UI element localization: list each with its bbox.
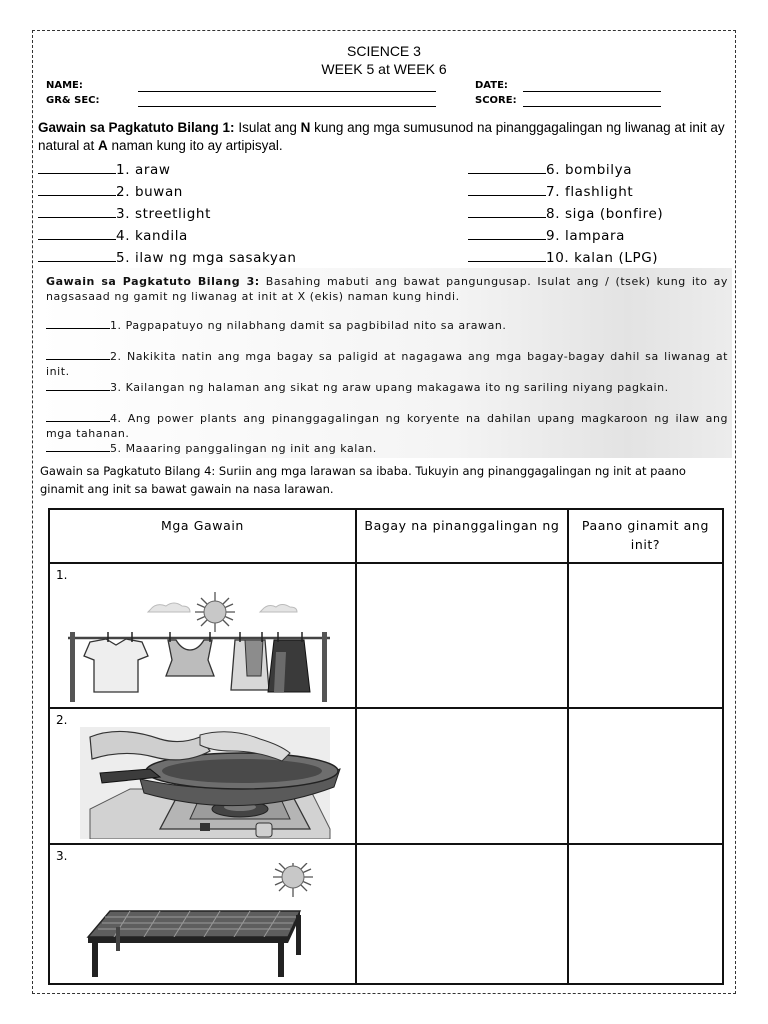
col-header-gawain: Mga Gawain (49, 509, 356, 563)
name-label: NAME: (46, 80, 83, 91)
gawain3-item[interactable]: 1. Pagpapatuyo ng nilabhang damit sa pagbibilad nito sa arawan. (46, 318, 728, 334)
table-header-row (49, 509, 723, 563)
gawain1-heading: Gawain sa Pagkatuto Bilang 1: (38, 120, 235, 135)
gawain1-item[interactable]: 1. araw (38, 161, 171, 178)
date-label: DATE: (475, 80, 508, 91)
gawain1-item[interactable]: 10. kalan (LPG) (468, 249, 658, 266)
col-header-bagay: Bagay na pinanggalingan ng (356, 509, 568, 563)
answer-cell-paano[interactable] (568, 844, 723, 984)
gawain1-instructions: Gawain sa Pagkatuto Bilang 1: Isulat ang N kung ang mga sumusunod na pinanggagalingan ng liwanag at init ay natural at A naman kung ito ay artipisyal. (38, 120, 725, 153)
sun-icon (195, 592, 235, 632)
gawain1-item[interactable]: 7. flashlight (468, 183, 633, 200)
activity-cell (49, 563, 356, 708)
table-row (49, 708, 723, 844)
cooking-stove-picture (50, 727, 350, 839)
score-field[interactable] (523, 106, 661, 107)
gawain3-instructions: Gawain sa Pagkatuto Bilang 3: Basahing mabuti ang bawat pangungusap. Isulat ang / (tsek) kung ito ay nagsasaad ng gamit ng liwanag at init at X (ekis) naman kung hindi. (46, 275, 728, 303)
answer-blank[interactable] (468, 205, 546, 218)
answer-blank[interactable] (46, 318, 110, 329)
gawain1-item[interactable]: 3. streetlight (38, 205, 211, 222)
answer-blank[interactable] (38, 249, 116, 262)
answer-blank[interactable] (468, 227, 546, 240)
answer-cell-paano[interactable] (568, 708, 723, 844)
gawain3-item[interactable]: 5. Maaaring panggalingan ng init ang kalan. (46, 441, 728, 457)
answer-cell-bagay[interactable] (356, 708, 568, 844)
answer-blank[interactable] (468, 161, 546, 174)
answer-blank[interactable] (38, 227, 116, 240)
gawain3-item[interactable]: 4. Ang power plants ang pinanggagalingan ng koryente na dahilan upang magkaroon ng ilaw ang mga tahanan. (46, 412, 728, 440)
answer-blank[interactable] (468, 183, 546, 196)
gawain1-item[interactable]: 6. bombilya (468, 161, 632, 178)
row-number: 1. (56, 568, 68, 582)
row-number: 2. (56, 713, 68, 727)
gawain1-item[interactable]: 5. ilaw ng mga sasakyan (38, 249, 297, 266)
answer-cell-bagay[interactable] (356, 563, 568, 708)
gawain1-item[interactable]: 4. kandila (38, 227, 188, 244)
gawain4-heading: Gawain sa Pagkatuto Bilang 4: (40, 464, 216, 478)
table-row (49, 563, 723, 708)
worksheet-title: SCIENCE 3 (347, 43, 421, 59)
score-label: SCORE: (475, 95, 517, 106)
gawain1-item[interactable]: 9. lampara (468, 227, 625, 244)
answer-blank[interactable] (38, 161, 116, 174)
grsec-field[interactable] (138, 106, 436, 107)
gawain3-heading: Gawain sa Pagkatuto Bilang 3: (46, 275, 260, 288)
sun-icon (273, 863, 313, 897)
gawain4-instructions: Gawain sa Pagkatuto Bilang 4: Suriin ang mga larawan sa ibaba. Tukuyin ang pinanggagalingan ng init at paano ginamit ang init sa bawat gawain na nasa larawan. (40, 464, 686, 496)
activity-cell (49, 708, 356, 844)
answer-blank[interactable] (46, 411, 110, 422)
answer-blank[interactable] (38, 183, 116, 196)
col-header-paano: Paano ginamit ang init? (568, 509, 723, 563)
gawain3-item[interactable]: 3. Kailangan ng halaman ang sikat ng araw upang makagawa ito ng sariling niyang pagkain. (46, 380, 728, 396)
worksheet-subtitle: WEEK 5 at WEEK 6 (321, 61, 447, 77)
answer-blank[interactable] (46, 380, 110, 391)
grsec-label: GR& SEC: (46, 95, 100, 106)
gawain1-item[interactable]: 2. buwan (38, 183, 183, 200)
gawain3-item[interactable]: 2. Nakikita natin ang mga bagay sa paligid at nagagawa ang mga bagay-bagay dahil sa liwanag at init. (46, 350, 728, 378)
date-field[interactable] (523, 91, 661, 92)
laundry-drying-picture (50, 582, 350, 702)
answer-cell-paano[interactable] (568, 563, 723, 708)
answer-cell-bagay[interactable] (356, 844, 568, 984)
activity-cell (49, 844, 356, 984)
drying-rack-picture (50, 863, 350, 981)
row-number: 3. (56, 849, 68, 863)
answer-blank[interactable] (38, 205, 116, 218)
activity-table (48, 508, 724, 985)
name-field[interactable] (138, 91, 436, 92)
answer-blank[interactable] (46, 441, 110, 452)
answer-blank[interactable] (468, 249, 546, 262)
gawain1-item[interactable]: 8. siga (bonfire) (468, 205, 663, 222)
answer-blank[interactable] (46, 349, 110, 360)
table-row (49, 844, 723, 984)
